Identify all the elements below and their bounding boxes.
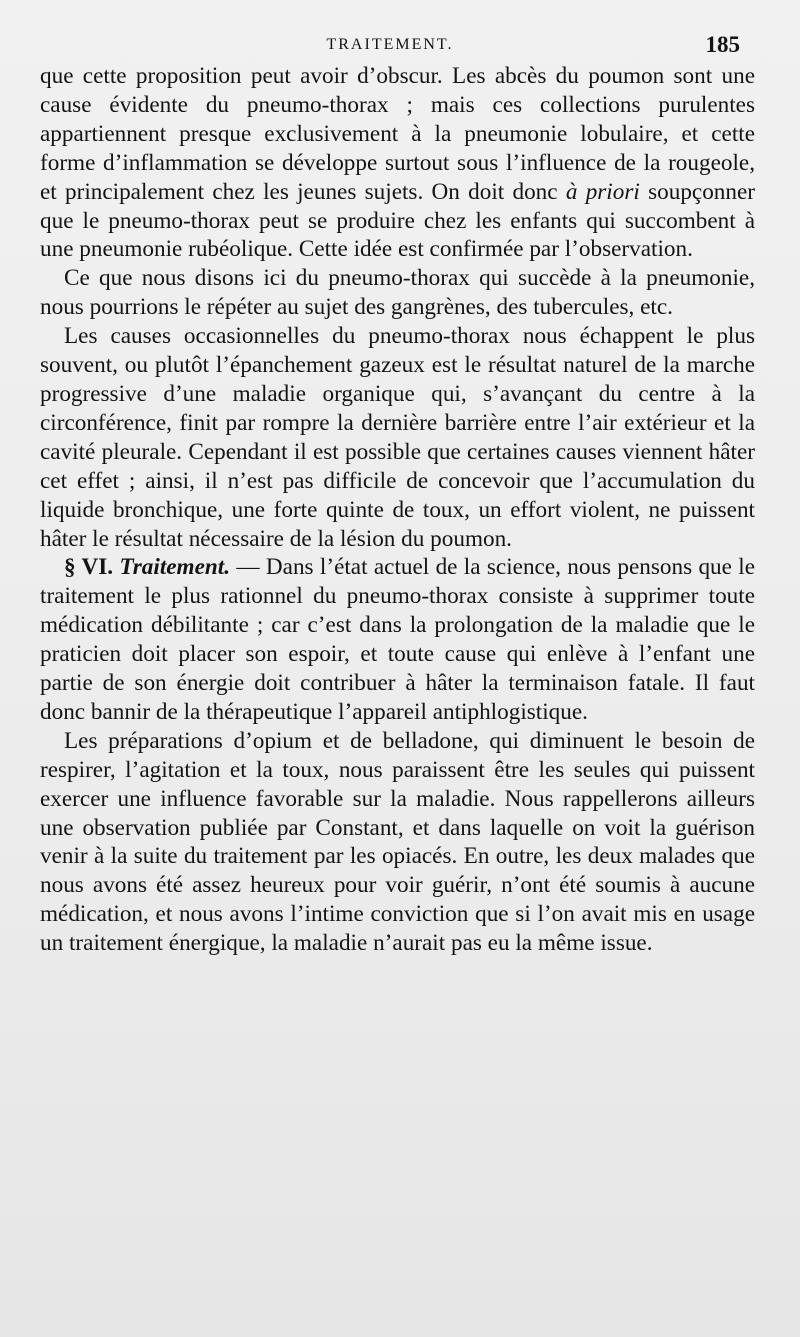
paragraph-1-italic: à priori bbox=[565, 178, 640, 205]
body-text bbox=[40, 62, 755, 958]
paragraph-2: Ce que nous disons ici du pneumo-thorax qui succède à la pneumonie, nous pourrions le répéter au sujet des gangrènes, des tubercules, etc. bbox=[40, 265, 755, 321]
paragraph-3: Les causes occasionnelles du pneumo-thorax nous échappent le plus souvent, ou plutôt l’épanchement gazeux est le résultat naturel de la marche progressive d’une maladie organique qui, s’avançant du centre à la circonférence, finit par rompre la dernière barrière entre l’air extérieur et la cavité pleurale. Cependant il est possible que certaines causes viennent hâter cet effet ; ainsi, il n’est pas difficile de concevoir que l’accumulation du liquide bronchique, une forte quinte de toux, un effort violent, ne puissent hâter le résultat nécessaire de la lésion du poumon. bbox=[40, 323, 755, 552]
page-header bbox=[40, 32, 740, 62]
running-title: TRAITEMENT. bbox=[326, 36, 454, 53]
paragraph-1 bbox=[40, 62, 755, 264]
page-number: 185 bbox=[705, 32, 740, 57]
paragraph-4-text: — Dans l’état actuel de la science, nous pensons que le traitement le plus rationnel du pneumo-thorax consiste à supprimer toute médication débilitante ; car c’est dans la prolongation de la maladie que le praticien doit placer son espoir, et toute cause qui enlève à l’enfant une partie de son énergie doit contribuer à hâter la terminaison fatale. Il faut donc bannir de la thérapeutique l’appareil antiphlogistique. bbox=[40, 554, 756, 725]
paragraph-1-text: que cette proposition peut avoir d’obscur. Les abcès du poumon sont une cause évidente du pneumo-thorax ; mais ces collections purulentes appartiennent presque exclusivement à la pneumonie lobulaire, et cette forme d’inflammation se développe surtout sous l’influence de la rougeole, et principalement chez les jeunes sujets. On doit donc bbox=[40, 63, 755, 205]
paragraph-4 bbox=[40, 553, 755, 726]
paragraph-1-end: soupçonner que le pneumo-thorax peut se produire chez les enfants qui succombent à une pneumonie rubéolique. Cette idée est confirmée par l’observation. bbox=[40, 178, 756, 263]
paragraph-5: Les préparations d’opium et de belladone, qui diminuent le besoin de respirer, l’agitation et la toux, nous paraissent être les seules qui puissent exercer une influence favorable sur la maladie. Nous rappellerons ailleurs une observation publiée par Constant, et dans laquelle on voit la guérison venir à la suite du traitement par les opiacés. En outre, les deux malades que nous avons été assez heureux pour voir guérir, n’ont été soumis à aucune médication, et nous avons l’intime conviction que si l’on avait mis en usage un traitement énergique, la maladie n’aurait pas eu la même issue. bbox=[40, 727, 755, 957]
section-number: § VI. bbox=[64, 554, 114, 581]
section-title: Traitement. bbox=[119, 554, 231, 581]
